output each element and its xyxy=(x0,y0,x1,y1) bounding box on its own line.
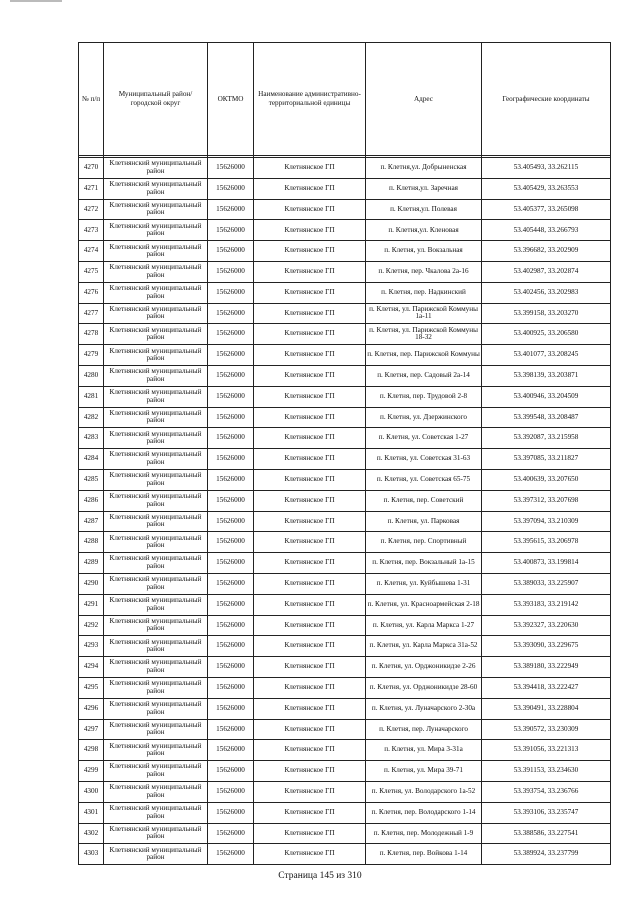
header-district: Муниципальный район/городской округ xyxy=(104,43,208,156)
coordinates-cell: 53.389033, 33.225907 xyxy=(482,573,611,594)
district-cell: Клетнянский муниципальный район xyxy=(104,407,208,428)
coordinates-cell: 53.388586, 33.227541 xyxy=(482,823,611,844)
district-cell: Клетнянский муниципальный район xyxy=(104,594,208,615)
coordinates-cell: 53.393090, 33.229675 xyxy=(482,636,611,657)
row-number: 4271 xyxy=(79,178,104,199)
coordinates-cell: 53.392327, 33.220630 xyxy=(482,615,611,636)
oktmo-cell: 15626000 xyxy=(208,823,254,844)
oktmo-cell: 15626000 xyxy=(208,261,254,282)
admin-unit-cell: Клетнянское ГП xyxy=(254,428,366,449)
table-row xyxy=(79,532,611,553)
coordinates-cell: 53.399548, 33.208487 xyxy=(482,407,611,428)
oktmo-cell: 15626000 xyxy=(208,303,254,324)
admin-unit-cell: Клетнянское ГП xyxy=(254,449,366,470)
row-number: 4280 xyxy=(79,365,104,386)
oktmo-cell: 15626000 xyxy=(208,740,254,761)
row-number: 4287 xyxy=(79,511,104,532)
table-row xyxy=(79,241,611,262)
table-row xyxy=(79,636,611,657)
district-cell: Клетнянский муниципальный район xyxy=(104,199,208,220)
admin-unit-cell: Клетнянское ГП xyxy=(254,761,366,782)
coordinates-cell: 53.400946, 33.204509 xyxy=(482,386,611,407)
coordinates-cell: 53.396682, 33.202909 xyxy=(482,241,611,262)
oktmo-cell: 15626000 xyxy=(208,407,254,428)
row-number: 4298 xyxy=(79,740,104,761)
table-row xyxy=(79,573,611,594)
coordinates-cell: 53.399158, 33.203270 xyxy=(482,303,611,324)
district-cell: Клетнянский муниципальный район xyxy=(104,719,208,740)
address-cell: п. Клетня, пер. Молодежный 1-9 xyxy=(366,823,482,844)
admin-unit-cell: Клетнянское ГП xyxy=(254,241,366,262)
district-cell: Клетнянский муниципальный район xyxy=(104,261,208,282)
row-number: 4278 xyxy=(79,324,104,345)
oktmo-cell: 15626000 xyxy=(208,781,254,802)
district-cell: Клетнянский муниципальный район xyxy=(104,636,208,657)
district-cell: Клетнянский муниципальный район xyxy=(104,802,208,823)
oktmo-cell: 15626000 xyxy=(208,802,254,823)
oktmo-cell: 15626000 xyxy=(208,698,254,719)
table-header-row xyxy=(79,43,611,156)
address-cell: п. Клетня, ул. Парижской Коммуны 18-32 xyxy=(366,324,482,345)
coordinates-cell: 53.402456, 33.202983 xyxy=(482,282,611,303)
admin-unit-cell: Клетнянское ГП xyxy=(254,615,366,636)
row-number: 4296 xyxy=(79,698,104,719)
table-row xyxy=(79,178,611,199)
page-number: Страница 145 из 310 xyxy=(278,871,362,881)
address-cell: п. Клетня, пер. Спортивный xyxy=(366,532,482,553)
district-cell: Клетнянский муниципальный район xyxy=(104,365,208,386)
district-cell: Клетнянский муниципальный район xyxy=(104,220,208,241)
address-cell: п. Клетня, ул. Советская 65-75 xyxy=(366,469,482,490)
address-cell: п. Клетня, пер. Чкалова 2а-16 xyxy=(366,261,482,282)
scan-mark xyxy=(10,0,62,2)
district-cell: Клетнянский муниципальный район xyxy=(104,573,208,594)
table-row xyxy=(79,345,611,366)
table-row xyxy=(79,615,611,636)
address-cell: п. Клетня, ул. Красноармейская 2-18 xyxy=(366,594,482,615)
address-cell: п. Клетня, ул. Парижской Коммуны 1а-11 xyxy=(366,303,482,324)
district-cell: Клетнянский муниципальный район xyxy=(104,490,208,511)
coordinates-cell: 53.391056, 33.221313 xyxy=(482,740,611,761)
district-cell: Клетнянский муниципальный район xyxy=(104,615,208,636)
address-cell: п. Клетня, пер. Надкинский xyxy=(366,282,482,303)
coordinates-cell: 53.397085, 33.211827 xyxy=(482,449,611,470)
addresses-table-container xyxy=(78,42,610,865)
admin-unit-cell: Клетнянское ГП xyxy=(254,740,366,761)
coordinates-cell: 53.405377, 33.265098 xyxy=(482,199,611,220)
admin-unit-cell: Клетнянское ГП xyxy=(254,365,366,386)
oktmo-cell: 15626000 xyxy=(208,511,254,532)
table-row xyxy=(79,511,611,532)
address-cell: п. Клетня, ул. Дзержинского xyxy=(366,407,482,428)
header-number: № п/п xyxy=(79,43,104,156)
oktmo-cell: 15626000 xyxy=(208,324,254,345)
coordinates-cell: 53.402987, 33.202874 xyxy=(482,261,611,282)
admin-unit-cell: Клетнянское ГП xyxy=(254,220,366,241)
address-cell: п. Клетня, ул. Орджоникидзе 2-26 xyxy=(366,657,482,678)
table-row xyxy=(79,802,611,823)
oktmo-cell: 15626000 xyxy=(208,386,254,407)
row-number: 4285 xyxy=(79,469,104,490)
row-number: 4303 xyxy=(79,844,104,865)
admin-unit-cell: Клетнянское ГП xyxy=(254,844,366,865)
district-cell: Клетнянский муниципальный район xyxy=(104,241,208,262)
table-row xyxy=(79,594,611,615)
admin-unit-cell: Клетнянское ГП xyxy=(254,345,366,366)
oktmo-cell: 15626000 xyxy=(208,594,254,615)
address-cell: п. Клетня, пер. Трудовой 2-8 xyxy=(366,386,482,407)
row-number: 4276 xyxy=(79,282,104,303)
row-number: 4288 xyxy=(79,532,104,553)
district-cell: Клетнянский муниципальный район xyxy=(104,449,208,470)
address-cell: п. Клетня, ул. Вокзальная xyxy=(366,241,482,262)
admin-unit-cell: Клетнянское ГП xyxy=(254,199,366,220)
row-number: 4293 xyxy=(79,636,104,657)
admin-unit-cell: Клетнянское ГП xyxy=(254,802,366,823)
header-coordinates: Географические координаты xyxy=(482,43,611,156)
district-cell: Клетнянский муниципальный район xyxy=(104,158,208,179)
district-cell: Клетнянский муниципальный район xyxy=(104,761,208,782)
coordinates-cell: 53.400639, 33.207650 xyxy=(482,469,611,490)
row-number: 4275 xyxy=(79,261,104,282)
oktmo-cell: 15626000 xyxy=(208,199,254,220)
table-body xyxy=(79,158,611,865)
oktmo-cell: 15626000 xyxy=(208,636,254,657)
table-row xyxy=(79,199,611,220)
coordinates-cell: 53.390491, 33.228804 xyxy=(482,698,611,719)
row-number: 4302 xyxy=(79,823,104,844)
table-row xyxy=(79,823,611,844)
row-number: 4274 xyxy=(79,241,104,262)
admin-unit-cell: Клетнянское ГП xyxy=(254,511,366,532)
oktmo-cell: 15626000 xyxy=(208,469,254,490)
row-number: 4300 xyxy=(79,781,104,802)
row-number: 4291 xyxy=(79,594,104,615)
table-row xyxy=(79,303,611,324)
coordinates-cell: 53.389180, 33.222949 xyxy=(482,657,611,678)
district-cell: Клетнянский муниципальный район xyxy=(104,657,208,678)
admin-unit-cell: Клетнянское ГП xyxy=(254,781,366,802)
admin-unit-cell: Клетнянское ГП xyxy=(254,657,366,678)
coordinates-cell: 53.405448, 33.266793 xyxy=(482,220,611,241)
oktmo-cell: 15626000 xyxy=(208,158,254,179)
table-row xyxy=(79,719,611,740)
admin-unit-cell: Клетнянское ГП xyxy=(254,594,366,615)
coordinates-cell: 53.398139, 33.203871 xyxy=(482,365,611,386)
admin-unit-cell: Клетнянское ГП xyxy=(254,282,366,303)
table-row xyxy=(79,365,611,386)
address-cell: п. Клетня, ул. Советская 31-63 xyxy=(366,449,482,470)
oktmo-cell: 15626000 xyxy=(208,220,254,241)
row-number: 4282 xyxy=(79,407,104,428)
admin-unit-cell: Клетнянское ГП xyxy=(254,553,366,574)
coordinates-cell: 53.389924, 33.237799 xyxy=(482,844,611,865)
row-number: 4277 xyxy=(79,303,104,324)
coordinates-cell: 53.393106, 33.235747 xyxy=(482,802,611,823)
row-number: 4299 xyxy=(79,761,104,782)
district-cell: Клетнянский муниципальный район xyxy=(104,532,208,553)
row-number: 4272 xyxy=(79,199,104,220)
address-cell: п. Клетня, ул. Карла Маркса 1-27 xyxy=(366,615,482,636)
coordinates-cell: 53.400925, 33.206580 xyxy=(482,324,611,345)
admin-unit-cell: Клетнянское ГП xyxy=(254,261,366,282)
district-cell: Клетнянский муниципальный район xyxy=(104,428,208,449)
oktmo-cell: 15626000 xyxy=(208,241,254,262)
oktmo-cell: 15626000 xyxy=(208,428,254,449)
address-cell: п. Клетня, пер. Советский xyxy=(366,490,482,511)
coordinates-cell: 53.405493, 33.262115 xyxy=(482,158,611,179)
coordinates-cell: 53.400873, 33.199814 xyxy=(482,553,611,574)
address-cell: п. Клетня,ул. Кленовая xyxy=(366,220,482,241)
district-cell: Клетнянский муниципальный район xyxy=(104,823,208,844)
address-cell: п. Клетня, пер. Садовый 2а-14 xyxy=(366,365,482,386)
admin-unit-cell: Клетнянское ГП xyxy=(254,677,366,698)
admin-unit-cell: Клетнянское ГП xyxy=(254,178,366,199)
row-number: 4283 xyxy=(79,428,104,449)
table-row xyxy=(79,386,611,407)
table-row xyxy=(79,449,611,470)
row-number: 4301 xyxy=(79,802,104,823)
oktmo-cell: 15626000 xyxy=(208,677,254,698)
oktmo-cell: 15626000 xyxy=(208,532,254,553)
address-cell: п. Клетня, ул. Куйбышева 1-31 xyxy=(366,573,482,594)
district-cell: Клетнянский муниципальный район xyxy=(104,345,208,366)
coordinates-cell: 53.397312, 33.207698 xyxy=(482,490,611,511)
coordinates-cell: 53.397094, 33.210309 xyxy=(482,511,611,532)
address-cell: п. Клетня, пер. Парижской Коммуны xyxy=(366,345,482,366)
admin-unit-cell: Клетнянское ГП xyxy=(254,823,366,844)
address-cell: п. Клетня, ул. Мира 3-31а xyxy=(366,740,482,761)
district-cell: Клетнянский муниципальный район xyxy=(104,677,208,698)
admin-unit-cell: Клетнянское ГП xyxy=(254,532,366,553)
admin-unit-cell: Клетнянское ГП xyxy=(254,303,366,324)
admin-unit-cell: Клетнянское ГП xyxy=(254,324,366,345)
table-row xyxy=(79,553,611,574)
coordinates-cell: 53.405429, 33.263553 xyxy=(482,178,611,199)
table-row xyxy=(79,781,611,802)
admin-unit-cell: Клетнянское ГП xyxy=(254,490,366,511)
address-cell: п. Клетня,ул. Добрыненская xyxy=(366,158,482,179)
district-cell: Клетнянский муниципальный район xyxy=(104,740,208,761)
row-number: 4270 xyxy=(79,158,104,179)
oktmo-cell: 15626000 xyxy=(208,719,254,740)
address-cell: п. Клетня, ул. Луначарского 2-30а xyxy=(366,698,482,719)
table-row xyxy=(79,407,611,428)
admin-unit-cell: Клетнянское ГП xyxy=(254,407,366,428)
oktmo-cell: 15626000 xyxy=(208,178,254,199)
district-cell: Клетнянский муниципальный район xyxy=(104,282,208,303)
address-cell: п. Клетня, пер. Луначарского xyxy=(366,719,482,740)
table-row xyxy=(79,844,611,865)
address-cell: п. Клетня, ул. Мира 39-71 xyxy=(366,761,482,782)
oktmo-cell: 15626000 xyxy=(208,844,254,865)
table-row xyxy=(79,490,611,511)
row-number: 4297 xyxy=(79,719,104,740)
address-cell: п. Клетня,ул. Полевая xyxy=(366,199,482,220)
row-number: 4286 xyxy=(79,490,104,511)
row-number: 4295 xyxy=(79,677,104,698)
address-cell: п. Клетня, ул. Советская 1-27 xyxy=(366,428,482,449)
oktmo-cell: 15626000 xyxy=(208,282,254,303)
district-cell: Клетнянский муниципальный район xyxy=(104,698,208,719)
row-number: 4292 xyxy=(79,615,104,636)
district-cell: Клетнянский муниципальный район xyxy=(104,324,208,345)
row-number: 4289 xyxy=(79,553,104,574)
table-row xyxy=(79,324,611,345)
table-row xyxy=(79,761,611,782)
oktmo-cell: 15626000 xyxy=(208,761,254,782)
admin-unit-cell: Клетнянское ГП xyxy=(254,158,366,179)
row-number: 4290 xyxy=(79,573,104,594)
table-row xyxy=(79,740,611,761)
header-address: Адрес xyxy=(366,43,482,156)
header-admin-unit: Наименование административно-территориальной единицы xyxy=(254,43,366,156)
coordinates-cell: 53.401077, 33.208245 xyxy=(482,345,611,366)
header-oktmo: ОКТМО xyxy=(208,43,254,156)
admin-unit-cell: Клетнянское ГП xyxy=(254,698,366,719)
coordinates-cell: 53.391153, 33.234630 xyxy=(482,761,611,782)
oktmo-cell: 15626000 xyxy=(208,345,254,366)
admin-unit-cell: Клетнянское ГП xyxy=(254,636,366,657)
oktmo-cell: 15626000 xyxy=(208,553,254,574)
admin-unit-cell: Клетнянское ГП xyxy=(254,469,366,490)
table-row xyxy=(79,220,611,241)
admin-unit-cell: Клетнянское ГП xyxy=(254,573,366,594)
admin-unit-cell: Клетнянское ГП xyxy=(254,386,366,407)
district-cell: Клетнянский муниципальный район xyxy=(104,303,208,324)
table-row xyxy=(79,677,611,698)
row-number: 4284 xyxy=(79,449,104,470)
district-cell: Клетнянский муниципальный район xyxy=(104,553,208,574)
coordinates-cell: 53.393754, 33.236766 xyxy=(482,781,611,802)
address-cell: п. Клетня, пер. Володарского 1-14 xyxy=(366,802,482,823)
district-cell: Клетнянский муниципальный район xyxy=(104,511,208,532)
address-cell: п. Клетня, пер. Вокзальный 1а-15 xyxy=(366,553,482,574)
district-cell: Клетнянский муниципальный район xyxy=(104,386,208,407)
row-number: 4279 xyxy=(79,345,104,366)
address-cell: п. Клетня, ул. Парковая xyxy=(366,511,482,532)
table-row xyxy=(79,428,611,449)
row-number: 4281 xyxy=(79,386,104,407)
admin-unit-cell: Клетнянское ГП xyxy=(254,719,366,740)
address-cell: п. Клетня, ул. Карла Маркса 31а-52 xyxy=(366,636,482,657)
oktmo-cell: 15626000 xyxy=(208,615,254,636)
district-cell: Клетнянский муниципальный район xyxy=(104,178,208,199)
district-cell: Клетнянский муниципальный район xyxy=(104,844,208,865)
oktmo-cell: 15626000 xyxy=(208,490,254,511)
district-cell: Клетнянский муниципальный район xyxy=(104,469,208,490)
coordinates-cell: 53.390572, 33.230309 xyxy=(482,719,611,740)
table-row xyxy=(79,282,611,303)
table-row xyxy=(79,469,611,490)
coordinates-cell: 53.394418, 33.222427 xyxy=(482,677,611,698)
oktmo-cell: 15626000 xyxy=(208,449,254,470)
address-cell: п. Клетня, ул. Володарского 1а-52 xyxy=(366,781,482,802)
coordinates-cell: 53.393183, 33.219142 xyxy=(482,594,611,615)
address-cell: п. Клетня, пер. Войкова 1-14 xyxy=(366,844,482,865)
row-number: 4273 xyxy=(79,220,104,241)
table-row xyxy=(79,261,611,282)
coordinates-cell: 53.395615, 33.206978 xyxy=(482,532,611,553)
addresses-table xyxy=(78,42,611,865)
coordinates-cell: 53.392087, 33.215958 xyxy=(482,428,611,449)
address-cell: п. Клетня, ул. Орджоникидзе 28-60 xyxy=(366,677,482,698)
table-row xyxy=(79,698,611,719)
district-cell: Клетнянский муниципальный район xyxy=(104,781,208,802)
oktmo-cell: 15626000 xyxy=(208,573,254,594)
oktmo-cell: 15626000 xyxy=(208,365,254,386)
address-cell: п. Клетня,ул. Заречная xyxy=(366,178,482,199)
row-number: 4294 xyxy=(79,657,104,678)
oktmo-cell: 15626000 xyxy=(208,657,254,678)
table-row xyxy=(79,657,611,678)
table-row xyxy=(79,158,611,179)
